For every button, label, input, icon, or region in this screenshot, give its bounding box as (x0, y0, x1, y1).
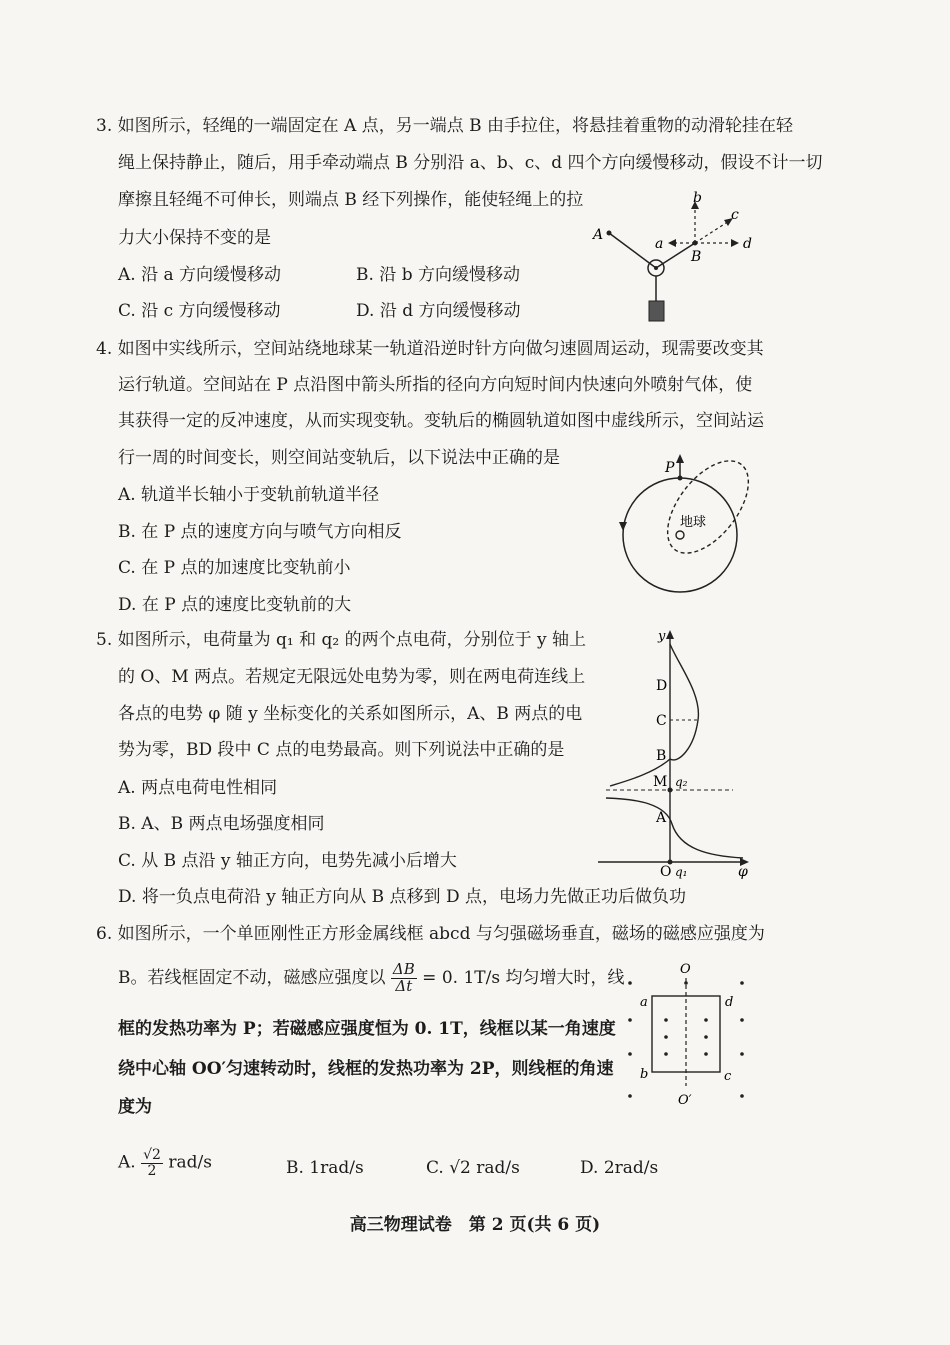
label-O: O (680, 962, 691, 977)
label-D: D (656, 678, 668, 694)
q3-line-1: 3. 如图所示，轻绳的一端固定在 A 点，另一端点 B 由手拉住，将悬挂着重物的动滑轮挂在轻 (96, 116, 794, 136)
q6-line-5: 度为 (118, 1097, 152, 1117)
q6-frac-den: Δt (395, 976, 413, 995)
pulley-axle (654, 266, 658, 270)
q3-line-2: 绳上保持静止，随后，用手牵动端点 B 分别沿 a、b、c、d 四个方向缓慢移动，假设不计一切 (118, 153, 823, 173)
q6-option-c: C. √2 rad/s (426, 1158, 520, 1178)
circular-orbit (623, 478, 737, 592)
q6-option-a (118, 1148, 212, 1178)
q6-line-2 (118, 962, 624, 995)
label-P: P (665, 460, 675, 476)
point-p-dot (678, 476, 683, 481)
label-c: c (731, 207, 739, 223)
orbit-direction-arrow (619, 522, 627, 531)
q4-option-d: D. 在 P 点的速度比变轨前的大 (118, 595, 352, 615)
label-b: b (693, 190, 702, 206)
q6-coil-figure (620, 958, 755, 1108)
q6-option-a-den: 2 (147, 1162, 157, 1179)
label-O-prime: O′ (678, 1093, 692, 1108)
q6-line-4: 绕中心轴 OO′匀速转动时，线框的发热功率为 2P，则线框的角速 (118, 1059, 614, 1079)
q5-line-1: 5. 如图所示，电荷量为 q₁ 和 q₂ 的两个点电荷，分别位于 y 轴上 (96, 630, 587, 650)
label-d: d (725, 995, 734, 1010)
q3-option-d: D. 沿 d 方向缓慢移动 (356, 301, 521, 321)
arrow-a-head (668, 239, 676, 247)
label-b: b (640, 1067, 649, 1082)
q5-option-a: A. 两点电荷电性相同 (118, 778, 278, 798)
arrow-d-head (731, 239, 739, 247)
label-d: d (743, 236, 752, 252)
q6-option-a-prefix: A. (118, 1152, 136, 1173)
q6-rate-fraction (391, 962, 417, 995)
label-q1: q₁ (675, 865, 688, 879)
label-a: a (640, 995, 648, 1010)
q6-option-b: B. 1rad/s (286, 1158, 364, 1178)
radial-arrow-head (676, 454, 684, 463)
page-footer: 高三物理试卷 第 2 页(共 6 页) (349, 1215, 601, 1235)
q4-option-c: C. 在 P 点的加速度比变轨前小 (118, 558, 351, 578)
q6-option-d: D. 2rad/s (580, 1158, 659, 1178)
label-a: a (655, 236, 664, 252)
label-y: y (658, 629, 666, 644)
q5-option-d: D. 将一负点电荷沿 y 轴正方向从 B 点移到 D 点，电场力先做正功后做负功 (118, 887, 686, 907)
q5-potential-figure (598, 624, 758, 880)
q4-line-3: 其获得一定的反冲速度，从而实现变轨。变轨后的椭圆轨道如图中虚线所示，空间站运 (118, 411, 764, 431)
q6-line-2-pre: B。若线框固定不动，磁感应强度以 (118, 967, 386, 988)
q3-line-3: 摩擦且轻绳不可伸长，则端点 B 经下列操作，能使轻绳上的拉 (118, 190, 584, 210)
earth-label: 地球 (680, 515, 707, 530)
label-q2: q₂ (675, 775, 688, 789)
label-B: B (691, 249, 702, 265)
q3-option-a: A. 沿 a 方向缓慢移动 (118, 265, 282, 285)
q6-line-3: 框的发热功率为 P；若磁感应强度恒为 0. 1T，线框以某一角速度 (118, 1019, 616, 1039)
q3-line-4: 力大小保持不变的是 (118, 228, 271, 248)
label-phi: φ (738, 864, 748, 880)
q5-line-4: 势为零，BD 段中 C 点的电势最高。则下列说法中正确的是 (118, 740, 565, 760)
q4-line-2: 运行轨道。空间站在 P 点沿图中箭头所指的径向方向短时间内快速向外喷射气体，使 (118, 375, 753, 395)
label-A: A (656, 810, 667, 826)
q3-option-c: C. 沿 c 方向缓慢移动 (118, 301, 281, 321)
label-M: M (653, 774, 668, 790)
rope-left (609, 233, 656, 268)
q6-option-a-num: √2 (143, 1147, 161, 1163)
q4-line-4: 行一周的时间变长，则空间站变轨后，以下说法中正确的是 (118, 448, 560, 468)
q4-option-b: B. 在 P 点的速度方向与喷气方向相反 (118, 522, 402, 542)
q6-line-1: 6. 如图所示，一个单匝刚性正方形金属线框 abcd 与匀强磁场垂直，磁场的磁感应强度为 (96, 924, 765, 944)
arrow-c-line (695, 221, 729, 243)
q4-orbit-figure (618, 445, 758, 595)
label-A: A (593, 227, 604, 243)
earth-center (676, 531, 684, 539)
q5-line-3: 各点的电势 φ 随 y 坐标变化的关系如图所示，A、B 两点的电 (118, 704, 583, 724)
q5-option-c: C. 从 B 点沿 y 轴正方向，电势先减小后增大 (118, 851, 457, 871)
hanging-weight (649, 301, 664, 321)
label-B: B (656, 748, 667, 764)
q6-option-a-fraction (141, 1148, 163, 1178)
q6-frac-num: ΔB (392, 960, 415, 978)
q3-pulley-figure (585, 185, 760, 325)
point-m-dot (668, 788, 673, 793)
potential-curve-lower (606, 798, 743, 858)
q6-option-a-unit: rad/s (168, 1152, 212, 1173)
y-axis-arrow (666, 630, 674, 639)
label-c: c (724, 1069, 732, 1084)
q5-line-2: 的 O、M 两点。若规定无限远处电势为零，则在两电荷连线上 (118, 667, 586, 687)
q4-option-a: A. 轨道半长轴小于变轨前轨道半径 (118, 485, 380, 505)
q6-line-2-post: = 0. 1T/s 均匀增大时，线 (422, 967, 625, 988)
q3-option-b: B. 沿 b 方向缓慢移动 (356, 265, 520, 285)
label-C: C (656, 713, 667, 729)
q5-option-b: B. A、B 两点电场强度相同 (118, 814, 325, 834)
potential-curve-upper (610, 644, 698, 786)
point-a-dot (607, 231, 612, 236)
label-O: O (660, 864, 672, 880)
q4-line-1: 4. 如图中实线所示，空间站绕地球某一轨道沿逆时针方向做匀速圆周运动，现需要改变其 (96, 339, 764, 359)
